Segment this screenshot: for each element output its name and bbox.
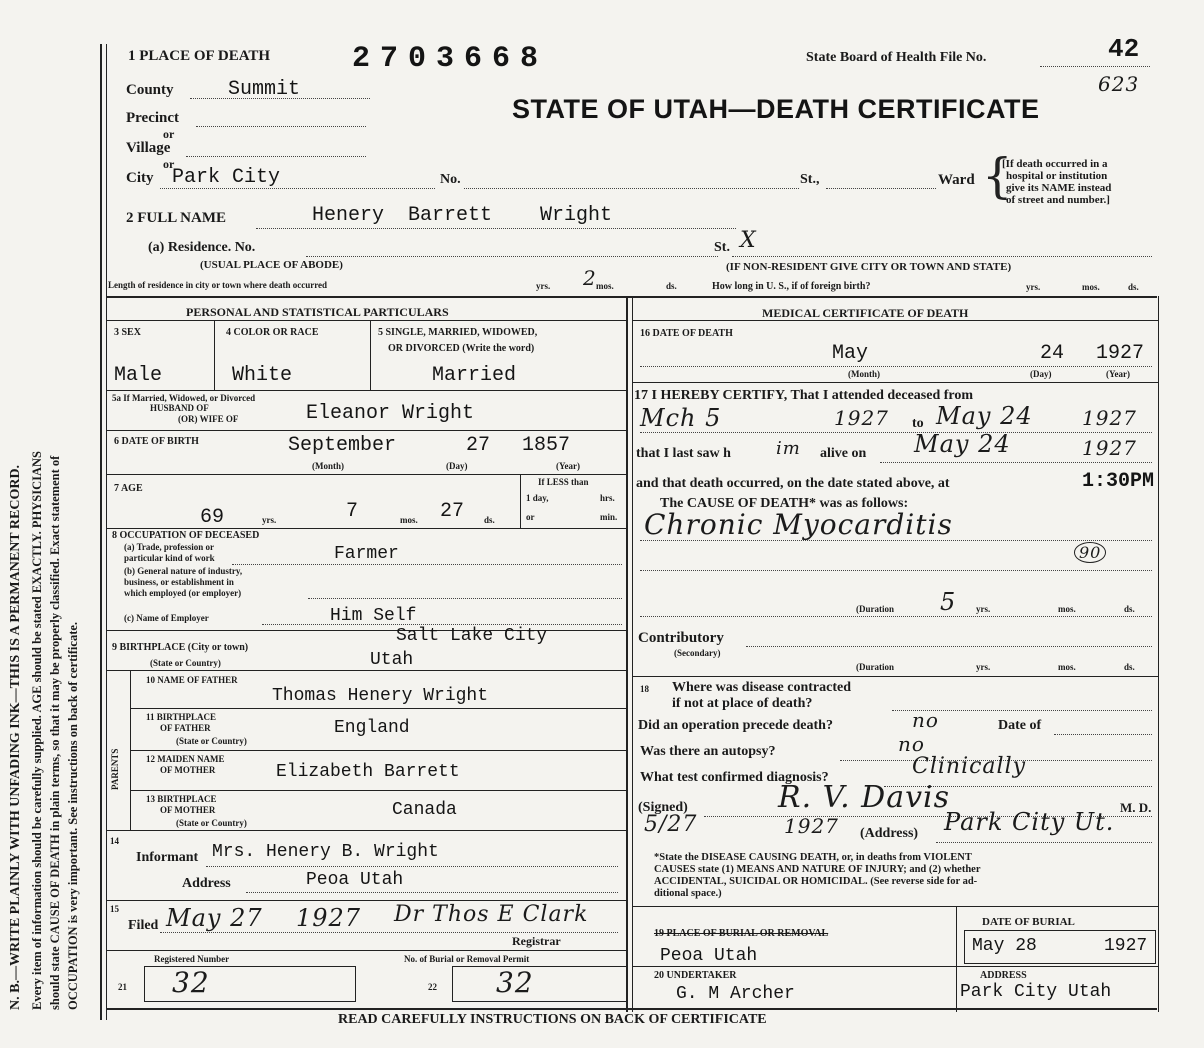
last-saw-date: May 24 <box>914 430 1011 458</box>
footnote-2: CAUSES state (1) MEANS AND NATURE OF INJURY; and (2) whether <box>654 864 981 875</box>
occupation-line <box>232 564 622 565</box>
signed-year: 1927 <box>784 814 839 838</box>
dob-label: 6 DATE OF BIRTH <box>114 436 199 447</box>
file-number-label: State Board of Health File No. <box>806 50 987 65</box>
informant-address-label: Address <box>182 876 231 891</box>
precinct-label: Precinct <box>126 110 180 126</box>
duration-value: 5 <box>940 588 957 616</box>
where-contracted-2: if not at place of death? <box>672 696 813 711</box>
spouse-row-rule <box>107 430 627 431</box>
certificate-number-stamp: 2703668 <box>352 42 549 76</box>
age-mos-label: mos. <box>400 515 418 525</box>
informant-address-line <box>246 892 618 893</box>
sex-label: 3 SEX <box>114 327 141 338</box>
or-min-label: or <box>526 512 535 522</box>
mother-rule <box>130 790 627 791</box>
residence-label: (a) Residence. No. <box>148 240 256 255</box>
city-no-label: No. <box>440 172 461 187</box>
occupation-a-1: (a) Trade, profession or <box>124 542 214 552</box>
full-name-label: 2 FULL NAME <box>126 210 227 226</box>
age-divider <box>520 474 521 528</box>
certificate-title: STATE OF UTAH—DEATH CERTIFICATE <box>512 94 1040 124</box>
occupation-b-1: (b) General nature of industry, <box>124 566 243 576</box>
age-ds-label: ds. <box>484 515 495 525</box>
age-months: 7 <box>346 500 359 523</box>
side-note-line-4: OCCUPATION is very important. See instructions on back of certificate. <box>66 621 80 1010</box>
full-name-line <box>256 228 736 229</box>
md-label: M. D. <box>1120 800 1152 815</box>
father-label-1: 10 NAME OF FATHER <box>146 675 238 685</box>
undertaker-address-label: ADDRESS <box>980 970 1027 981</box>
item-21: 21 <box>118 982 127 992</box>
duration-line <box>640 616 1152 617</box>
attended-to: May 24 <box>936 402 1033 430</box>
file-number-line <box>1040 66 1150 67</box>
permit-number-label: No. of Burial or Removal Permit <box>404 954 530 964</box>
precinct-line <box>196 126 366 127</box>
operation-date-label: Date of <box>998 718 1042 733</box>
left-border-inner <box>106 44 107 1020</box>
death-day-caption: (Day) <box>1030 369 1052 379</box>
filed-rule <box>107 950 627 951</box>
age-years: 69 <box>200 506 225 529</box>
mother-birthplace: Canada <box>392 800 457 820</box>
death-month-caption: (Month) <box>848 369 880 379</box>
mother-bp-label-2: OF MOTHER <box>160 805 216 815</box>
mother-bp-label-3: (State or Country) <box>176 818 247 828</box>
physician-signature: R. V. Davis <box>778 780 951 815</box>
village-label: Village <box>126 140 171 156</box>
informant-value: Mrs. Henery B. Wright <box>212 842 439 862</box>
age-label: 7 AGE <box>114 483 143 494</box>
spouse-value: Eleanor Wright <box>306 402 475 425</box>
operation-date-line <box>1054 734 1152 735</box>
usual-abode-caption: (USUAL PLACE OF ABODE) <box>200 259 343 271</box>
filed-label: Filed <box>128 918 159 933</box>
death-date-rule <box>632 382 1158 383</box>
footnote-rule <box>632 906 1158 907</box>
filed-date: May 27 <box>166 904 263 932</box>
age-days: 27 <box>440 500 465 523</box>
death-year-caption: (Year) <box>1106 369 1130 379</box>
hospital-note-4: of street and number.] <box>1006 194 1110 206</box>
us-mos: mos. <box>1082 282 1100 292</box>
burial-year: 1927 <box>1104 936 1148 956</box>
last-saw-label: that I last saw h <box>636 446 731 461</box>
hrs-label: hrs. <box>600 493 615 503</box>
birthplace-city: Salt Lake City <box>396 626 548 646</box>
ward-label: Ward <box>938 172 975 188</box>
physician-address-line <box>936 842 1152 843</box>
sex-row-rule <box>107 390 627 391</box>
father-bp-label-2: OF FATHER <box>160 723 211 733</box>
file-number: 42 <box>1108 34 1140 64</box>
dob-month: September <box>288 434 397 457</box>
county-value: Summit <box>228 78 301 101</box>
city-st-label: St., <box>800 172 820 187</box>
autopsy-value: no <box>898 732 925 756</box>
informant-line <box>206 866 618 867</box>
residence-line <box>306 256 718 257</box>
birthplace-label: 9 BIRTHPLACE (City or town) <box>112 642 249 653</box>
min-label: min. <box>600 512 618 522</box>
undertaker-address: Park City Utah <box>960 982 1112 1002</box>
cause-label: The CAUSE OF DEATH* was as follows: <box>660 496 909 511</box>
village-line <box>186 156 366 157</box>
item-22: 22 <box>428 982 437 992</box>
hospital-note-1: [If death occurred in a <box>1002 158 1108 170</box>
dob-month-caption: (Month) <box>312 461 344 471</box>
hospital-note-2: hospital or institution <box>1006 170 1108 182</box>
length-of-residence-label: Length of residence in city or town where death occurred <box>108 280 328 290</box>
spouse-label-2: HUSBAND OF <box>150 403 209 413</box>
burial-rule <box>632 966 1158 967</box>
last-saw-year: 1927 <box>1082 436 1137 460</box>
color-divider <box>370 320 371 390</box>
file-number-handwritten: 623 <box>1098 72 1140 96</box>
residence-st-value: X <box>740 228 757 253</box>
cause-line-1 <box>640 540 1152 541</box>
marital-label-1: 5 SINGLE, MARRIED, WIDOWED, <box>378 327 538 338</box>
death-year: 1927 <box>1096 342 1145 365</box>
attended-from: Mch 5 <box>640 404 722 432</box>
medical-header: MEDICAL CERTIFICATE OF DEATH <box>762 306 969 320</box>
cause-code: 90 <box>1074 542 1106 563</box>
dob-day: 27 <box>466 434 491 457</box>
death-day: 24 <box>1040 342 1065 365</box>
employer-label: (c) Name of Employer <box>124 613 209 623</box>
attended-to-label: to <box>912 416 924 431</box>
informant-rule <box>107 900 627 901</box>
occupation-b-2: business, or establishment in <box>124 577 234 587</box>
duration2-mos: mos. <box>1058 662 1076 672</box>
sex-value: Male <box>114 364 163 387</box>
duration2-label: (Duration <box>856 662 894 672</box>
registrar-label: Registrar <box>512 934 561 948</box>
burial-date: May 28 <box>972 936 1037 956</box>
color-value: White <box>232 364 293 387</box>
duration2-yrs: yrs. <box>976 662 991 672</box>
marital-value: Married <box>432 364 517 387</box>
us-ds: ds. <box>1128 282 1139 292</box>
test-value: Clinically <box>912 754 1027 779</box>
death-month: May <box>832 342 869 365</box>
father-birthplace: England <box>334 718 410 738</box>
hospital-note-3: give its NAME instead <box>1006 182 1112 194</box>
item-14: 14 <box>110 836 119 846</box>
residence-yrs: yrs. <box>536 281 551 291</box>
item-15: 15 <box>110 904 119 914</box>
medical-header-rule <box>632 320 1158 321</box>
contributory-rule <box>632 676 1158 677</box>
footnote-3: ACCIDENTAL, SUICIDAL OR HOMICIDAL. (See reverse side for ad- <box>654 876 978 887</box>
burial-date-label: DATE OF BURIAL <box>982 916 1075 928</box>
or-1: or <box>163 127 175 141</box>
death-time: 1:30PM <box>1082 470 1155 493</box>
age-yrs-label: yrs. <box>262 515 277 525</box>
birthplace-row-rule <box>107 670 627 671</box>
residence-ds: ds. <box>666 281 677 291</box>
filed-year: 1927 <box>296 904 362 932</box>
spouse-label-3: (OR) WIFE OF <box>178 414 239 424</box>
physician-address-label: (Address) <box>860 826 919 841</box>
center-divider <box>626 296 628 1012</box>
operation-label: Did an operation precede death? <box>638 718 833 733</box>
birthplace-state: Utah <box>370 650 414 670</box>
informant-address: Peoa Utah <box>306 870 404 890</box>
marital-label-2: OR DIVORCED (Write the word) <box>388 343 535 354</box>
attended-line <box>640 432 1152 433</box>
last-saw-line <box>880 462 1152 463</box>
test-label: What test confirmed diagnosis? <box>640 770 829 785</box>
registered-number-label: Registered Number <box>154 954 230 964</box>
side-note-line-2: Every item of information should be carefully supplied. AGE should be stated EXACTLY. PHYSICIANS <box>30 451 44 1010</box>
sex-divider <box>214 320 215 390</box>
personal-header-rule <box>107 320 627 321</box>
employer-value: Him Self <box>330 606 417 626</box>
occupation-label: 8 OCCUPATION OF DECEASED <box>112 530 260 541</box>
physician-address: Park City Ut. <box>944 808 1115 836</box>
occupation-b-3: which employed (or employer) <box>124 588 242 598</box>
registrar-signature: Dr Thos E Clark <box>394 902 589 927</box>
cause-of-death: Chronic Myocarditis <box>644 508 953 541</box>
death-date-line <box>640 366 1152 367</box>
footer-rule <box>107 1008 1157 1010</box>
occupation-value: Farmer <box>334 544 399 564</box>
dob-year-caption: (Year) <box>556 461 580 471</box>
duration-mos: mos. <box>1058 604 1076 614</box>
item-18: 18 <box>640 684 649 694</box>
county-label: County <box>126 82 174 98</box>
filed-line <box>160 932 618 933</box>
permit-number-box <box>452 966 628 1002</box>
or-2: or <box>163 157 175 171</box>
duration2-ds: ds. <box>1124 662 1135 672</box>
less-than-2: 1 day, <box>526 493 549 503</box>
birthplace-state-caption: (State or Country) <box>150 658 221 668</box>
parents-bottom-rule <box>107 830 627 831</box>
residence-mos: mos. <box>596 281 614 291</box>
nonresident-caption: (IF NON-RESIDENT GIVE CITY OR TOWN AND STATE) <box>726 261 1012 273</box>
contributory-line <box>746 646 1152 647</box>
duration-label: (Duration <box>856 604 894 614</box>
duration-yrs: yrs. <box>976 604 991 614</box>
footer-instructions: READ CAREFULLY INSTRUCTIONS ON BACK OF CERTIFICATE <box>338 1012 767 1027</box>
left-border <box>100 44 102 1020</box>
dob-day-caption: (Day) <box>446 461 468 471</box>
full-name-value: Henery Barrett Wright <box>312 204 613 227</box>
footnote-4: ditional space.) <box>654 888 722 899</box>
undertaker: G. M Archer <box>676 984 795 1004</box>
us-yrs: yrs. <box>1026 282 1041 292</box>
father-name: Thomas Henery Wright <box>272 686 489 706</box>
side-note-line-3: should state CAUSE OF DEATH in plain terms, so that it may be properly classified. Exact statement of <box>48 455 62 1010</box>
footnote-1: *State the DISEASE CAUSING DEATH, or, in deaths from VIOLENT <box>654 852 972 863</box>
cause-line-2 <box>640 570 1152 571</box>
where-contracted-1: Where was disease contracted <box>672 680 851 695</box>
last-saw-him: im <box>776 438 801 459</box>
mother-bp-label-1: 13 BIRTHPLACE <box>146 794 217 804</box>
permit-number: 32 <box>496 966 534 999</box>
industry-line <box>308 598 622 599</box>
age-row-rule <box>107 528 627 529</box>
residence-st-label: St. <box>714 240 730 255</box>
burial-divider <box>956 906 957 1012</box>
spouse-label-1: 5a If Married, Widowed, or Divorced <box>112 393 256 403</box>
city-label: City <box>126 170 154 186</box>
autopsy-label: Was there an autopsy? <box>640 744 776 759</box>
attended-to-year: 1927 <box>1082 406 1137 430</box>
mother-label-2: OF MOTHER <box>160 765 216 775</box>
mother-label-1: 12 MAIDEN NAME <box>146 754 225 764</box>
right-border <box>1158 296 1159 1012</box>
registered-number: 32 <box>172 966 210 999</box>
place-burial: Peoa Utah <box>660 946 758 966</box>
occupation-a-2: particular kind of work <box>124 553 215 563</box>
place-of-death-label: 1 PLACE OF DEATH <box>128 48 271 64</box>
father-bp-label-3: (State or Country) <box>176 736 247 746</box>
alive-on-label: alive on <box>820 446 867 461</box>
less-than-1: If LESS than <box>538 477 589 487</box>
occupation-row-rule <box>107 630 627 631</box>
city-no-line <box>464 188 799 189</box>
signed-date: 5/27 <box>644 812 698 837</box>
city-value: Park City <box>172 166 281 189</box>
residence-st-line <box>732 256 1152 257</box>
father-bp-label-1: 11 BIRTHPLACE <box>146 712 216 722</box>
dob-row-rule <box>107 474 627 475</box>
operation-value: no <box>912 708 939 732</box>
attended-from-year: 1927 <box>834 406 889 430</box>
contributory-label: Contributory <box>638 630 724 646</box>
informant-label: Informant <box>136 850 199 865</box>
residence-mos-value: 2 <box>583 266 597 290</box>
mother-name: Elizabeth Barrett <box>276 762 460 782</box>
city-st-line <box>826 188 936 189</box>
secondary-label: (Secondary) <box>674 648 721 658</box>
duration-ds: ds. <box>1124 604 1135 614</box>
side-note-line-1: N. B.—WRITE PLAINLY WITH UNFADING INK—THIS IS A PERMANENT RECORD. <box>8 464 23 1010</box>
color-label: 4 COLOR OR RACE <box>226 327 319 338</box>
personal-header: PERSONAL AND STATISTICAL PARTICULARS <box>186 305 449 319</box>
employer-line <box>262 624 622 625</box>
dob-year: 1857 <box>522 434 571 457</box>
father-rule <box>130 708 627 709</box>
hospital-brace: { <box>982 148 1013 204</box>
father-bp-rule <box>130 750 627 751</box>
us-residence-label: How long in U. S., if of foreign birth? <box>712 281 871 292</box>
center-divider-2 <box>632 296 633 1012</box>
undertaker-label: 20 UNDERTAKER <box>654 970 737 981</box>
death-occurred-label: and that death occurred, on the date stated above, at <box>636 476 950 491</box>
parents-label: PARENTS <box>110 748 120 790</box>
signed-label: (Signed) <box>638 800 688 815</box>
place-burial-label: 19 PLACE OF BURIAL OR REMOVAL <box>654 928 829 939</box>
certify-label: 17 I HEREBY CERTIFY, That I attended deceased from <box>634 388 974 403</box>
date-of-death-label: 16 DATE OF DEATH <box>640 328 733 339</box>
